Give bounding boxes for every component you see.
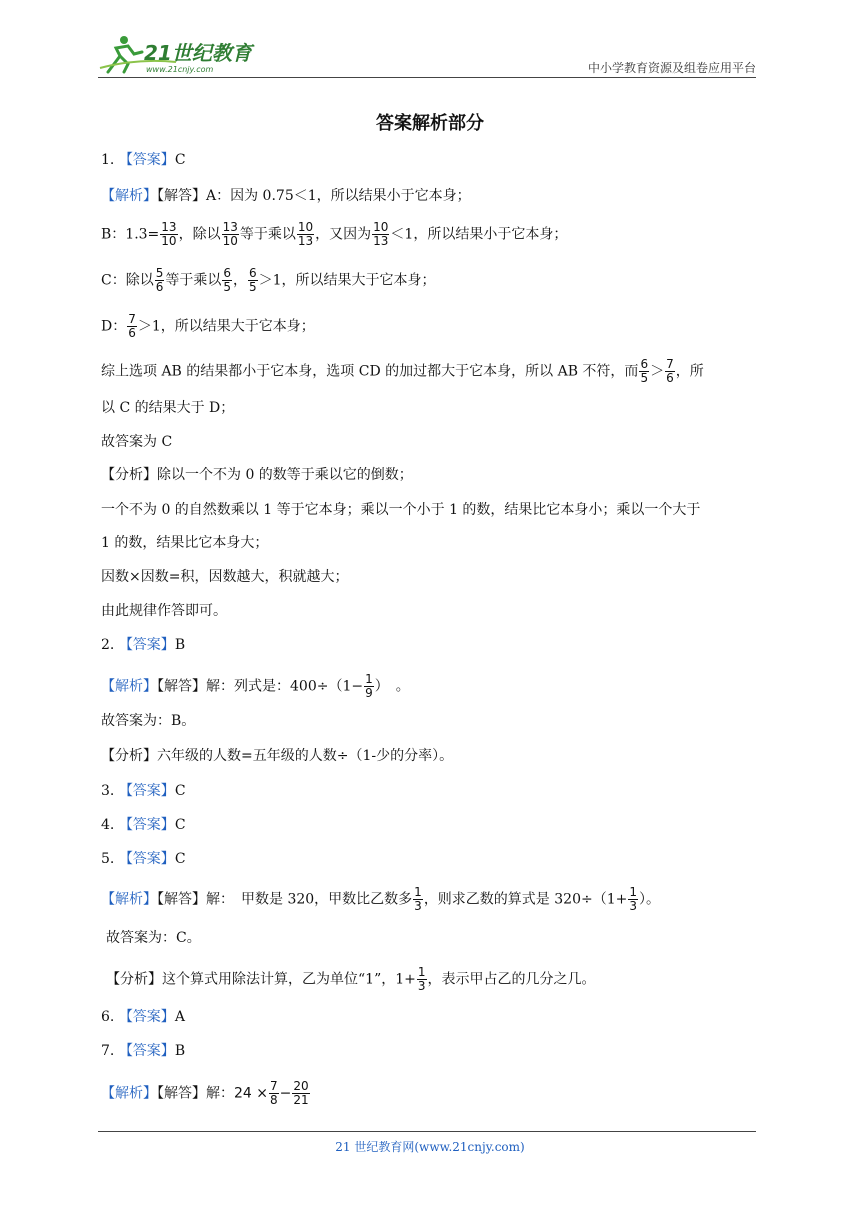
q1-analysis-line-3: 1 的数，结果比它本身大； [101,535,269,551]
fraction-numerator: 1 [417,965,426,979]
fraction-numerator: 7 [666,357,674,371]
q2-answer-line [101,635,185,655]
q1-solution-line-2 [101,221,567,248]
q1-conclusion: 故答案为 C [101,434,173,450]
q5-solution-line [101,886,660,913]
q6-answer-line [101,1007,185,1027]
q1-analysis-line-5: 由此规律作答即可。 [101,603,227,619]
text-run: ，表示甲占乙的几分之几。 [427,971,596,988]
text-run: ，除以 [178,226,221,243]
text-run: 6. [101,1009,115,1025]
text-run: C [174,783,186,799]
fraction-denominator: 10 [161,234,177,248]
fraction-denominator: 3 [414,899,422,913]
q1-answer-line [101,150,186,170]
q7-answer-line [101,1041,185,1061]
fraction [248,267,258,294]
fraction [160,221,177,248]
svg-text:www.21cnjy.com: www.21cnjy.com [146,65,214,74]
q4-answer-line [101,815,186,835]
fraction-numerator: 13 [222,220,238,234]
section-tag: 【答案】 [118,152,175,168]
fraction-numerator: 7 [270,1079,278,1093]
fraction-numerator: 1 [365,672,373,686]
fraction-denominator: 5 [223,280,231,294]
q5-conclusion: 故答案为：C。 [106,930,201,946]
fraction-denominator: 21 [293,1093,309,1107]
text-run: 4. [101,817,115,833]
q5-answer-line [101,849,186,869]
text-run: 等于乘以 [239,226,296,243]
text-run: B [174,637,186,653]
fraction [297,221,314,248]
fraction-numerator: 10 [297,220,314,234]
fraction-numerator: 6 [223,266,231,280]
q1-analysis-line-4: 因数×因数=积，因数越大，积就越大； [101,569,349,585]
text-run: 等于乘以 [165,272,222,289]
section-tag: 【解析】 [101,891,157,908]
text-run: B：1.3= [101,226,160,243]
section-tag: 【解析】 [101,1085,157,1102]
fraction-numerator: 6 [249,266,257,280]
section-tag: 【答案】 [118,783,175,799]
fraction [639,358,649,385]
text-run: 解： [206,1085,234,1102]
q1-analysis-line-2: 一个不为 0 的自然数乘以 1 等于它本身；乘以一个小于 1 的数，结果比它本身小；乘以一个大于 [101,502,701,518]
text-run: 【分析】 [101,467,157,483]
page-title: 答案解析部分 [376,113,484,134]
fraction-denominator: 8 [270,1093,278,1107]
text-run: 2. [101,637,115,653]
svg-text:21世纪教育: 21世纪教育 [144,41,252,65]
fraction [628,886,638,913]
fraction-denominator: 5 [249,280,257,294]
q7-solution-line [101,1080,311,1107]
site-logo [98,32,278,76]
fraction-denominator: 5 [640,371,649,385]
text-run: 六年级的人数=五年级的人数÷（1-少的分率）。 [157,748,454,764]
fraction [127,313,137,340]
fraction-numerator: 20 [293,1079,309,1093]
fraction-denominator: 9 [365,686,373,700]
fraction-numerator: 7 [128,312,136,326]
q1-solution-line-6: 以 C 的结果大于 D； [101,400,235,416]
text-run: 3. [101,783,115,799]
fraction [372,221,389,248]
fraction-denominator: 6 [155,280,164,294]
fraction-denominator: 10 [222,234,238,248]
fraction-numerator: 13 [161,220,177,234]
fraction [222,221,239,248]
fraction [413,886,423,913]
fraction [269,1080,279,1107]
text-run: 【解答】 [157,678,206,695]
platform-name: 中小学教育资源及组卷应用平台 [587,61,756,75]
text-run: 1. [101,152,115,168]
text-run: ＞ [650,363,665,380]
fraction-numerator: 6 [640,357,649,371]
text-run: 【解答】 [157,188,206,204]
q2-conclusion: 故答案为：B。 [101,713,196,729]
text-run: 解：列式是：400÷（1− [206,678,364,695]
q3-answer-line [101,781,186,801]
q1-solution-line-5 [101,358,704,385]
fraction [155,267,165,294]
text-run: A [174,1009,185,1025]
section-tag: 【解析】 [101,188,157,204]
text-run: 【解答】 [157,891,206,908]
text-run: 【分析】 [101,748,157,764]
fraction-denominator: 3 [629,899,637,913]
text-run: 7. [101,1043,115,1059]
text-run: ＞1，所以结果大于它本身； [258,272,436,289]
text-run: 5. [101,851,115,867]
text-run: 【解答】 [157,1085,206,1102]
fraction-numerator: 5 [155,266,164,280]
fraction [292,1080,309,1107]
text-run: 除以一个不为 0 的数等于乘以它的倒数； [157,467,413,483]
math-expression: 24 × [234,1085,268,1102]
header-divider [98,77,756,78]
fraction-numerator: 10 [373,220,389,234]
page-header [98,26,756,78]
text-run: − [279,1085,292,1102]
section-tag: 【答案】 [118,1043,175,1059]
text-run: ， [233,272,247,289]
text-run: B [174,1043,186,1059]
text-run: D： [101,318,127,335]
q1-solution-line-1 [101,186,471,206]
section-tag: 【答案】 [118,817,175,833]
fraction-denominator: 3 [417,979,426,993]
q1-solution-line-3 [101,267,436,294]
text-run: ）。 [639,891,660,908]
fraction-numerator: 1 [414,885,422,899]
fraction-denominator: 13 [373,234,389,248]
fraction-numerator: 1 [629,885,637,899]
q2-solution-line [101,673,410,700]
text-run: C [174,817,186,833]
text-run: 【分析】 [106,971,162,988]
text-run: C [174,851,186,867]
text-run: ，则求乙数的算式是 320÷（1+ [423,891,628,908]
text-run: ，所 [675,363,704,380]
text-run: ＜1，所以结果小于它本身； [390,226,568,243]
text-run: A：因为 0.75＜1，所以结果小于它本身； [206,188,471,204]
fraction [665,358,675,385]
q2-analysis-line [101,746,453,766]
fraction [364,673,374,700]
fraction-denominator: 6 [128,326,136,340]
section-tag: 【答案】 [118,1009,175,1025]
footer-divider [98,1131,756,1132]
text-run: C：除以 [101,272,154,289]
q5-analysis-line [106,966,596,993]
text-run: C [174,152,186,168]
text-run: ＞1，所以结果大于它本身； [137,318,315,335]
fraction [222,267,232,294]
page-footer: 21 世纪教育网(www.21cnjy.com) [335,1140,525,1154]
section-tag: 【答案】 [118,637,175,653]
text-run: ） 。 [374,678,410,695]
text-run: ，又因为 [315,226,372,243]
fraction-denominator: 6 [666,371,674,385]
text-run: 综上选项 AB 的结果都小于它本身，选项 CD 的加过都大于它本身，所以 AB 不符，而 [101,363,639,380]
fraction [417,966,427,993]
text-run: 解： 甲数是 320，甲数比乙数多 [206,891,413,908]
section-tag: 【答案】 [118,851,175,867]
text-run: 这个算式用除法计算，乙为单位“1”，1+ [162,971,416,988]
q1-solution-line-4 [101,313,315,340]
fraction-denominator: 13 [297,234,314,248]
section-tag: 【解析】 [101,678,157,695]
runner-logo-icon [98,32,278,76]
q1-analysis-line-1 [101,465,413,485]
